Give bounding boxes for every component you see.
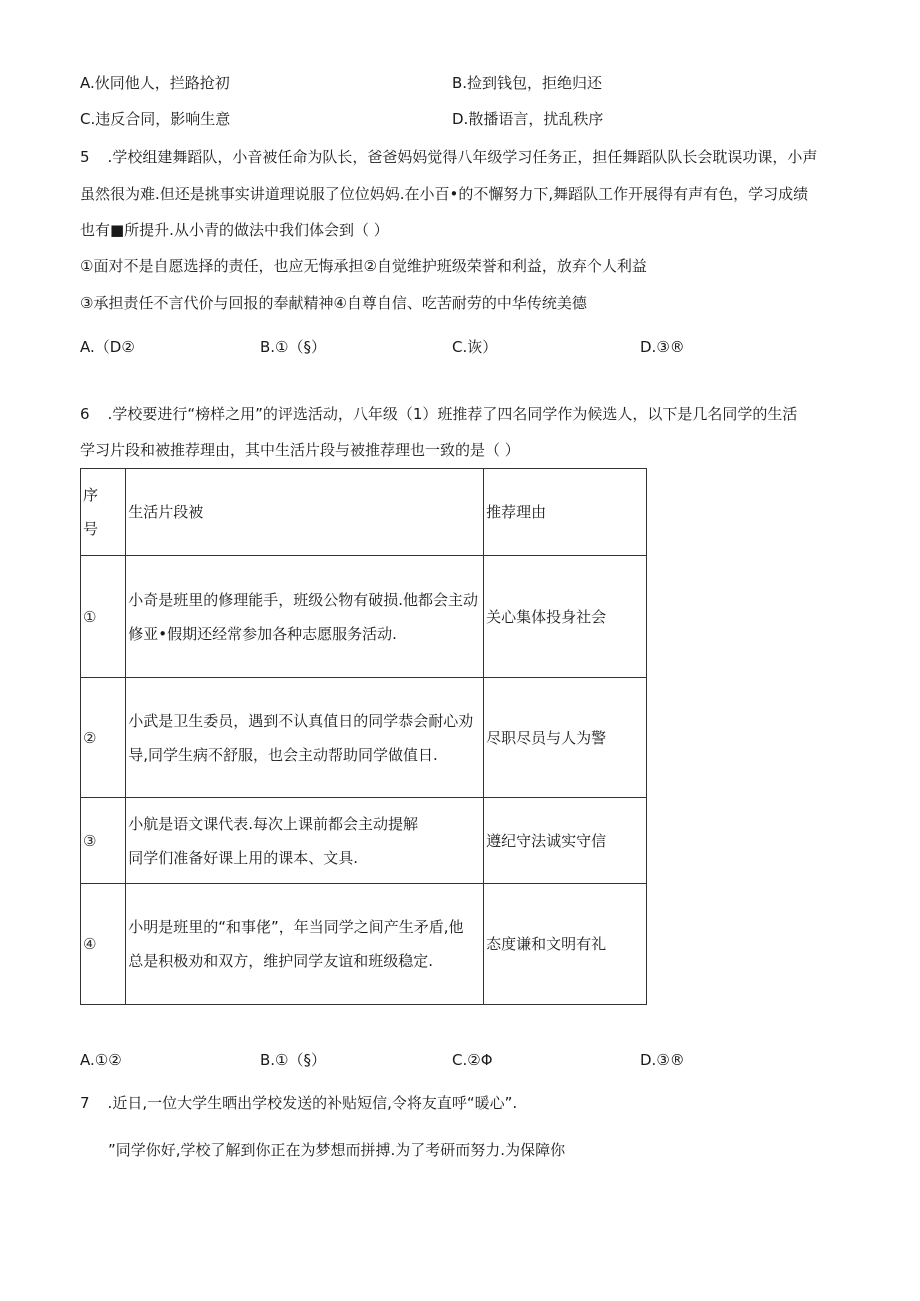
q5-option-a: A.（D② [80,338,135,356]
q6-option-d: D.③® [640,1051,685,1069]
q6-option-a: A.①② [80,1051,122,1069]
candidates-table [80,468,647,1005]
table-row [81,678,647,798]
header-seq-line1: 序 [83,486,99,504]
q5-stem-line1 [80,147,817,167]
q7-quote: ”同学你好,学校了解到你正在为梦想而拼搏.为了考研而努力.为保障你 [108,1141,566,1159]
q7-stem-text1: .近日,一位大学生晒出学校发送的补贴短信,令将友直呼“暖心”. [107,1094,518,1112]
row-life [126,678,484,798]
row-life [126,798,484,884]
row-reason: 关心集体投身社会 [484,556,647,678]
q6-stem-line1 [80,404,797,424]
table-header-row [81,469,647,556]
q5-stem-text1: .学校组建舞蹈队，小音被任命为队长，爸爸妈妈觉得八年级学习任务正，担任舞蹈队队长会耽误功课，小声 [107,148,818,166]
row-seq: ④ [81,884,126,1005]
q5-stem-line3: 也有■所提升.从小青的做法中我们体会到（ ） [80,221,389,239]
q4-option-a: A.伙同他人，拦路抢初 [80,74,230,92]
row-seq: ② [81,678,126,798]
header-seq-line2: 号 [83,520,99,538]
q6-option-b: B.①（§） [260,1051,327,1069]
q7-number: 7 [80,1094,90,1112]
row-life-line2: 总是积极劝和双方，维护同学友谊和班级稳定. [128,952,434,970]
row-seq: ③ [81,798,126,884]
q7-stem-line1 [80,1093,517,1113]
q5-stem-line2: 虽然很为难.但还是挑事实讲道理说服了位位妈妈.在小百•的不懈努力下,舞蹈队工作开展得有声有色，学习成绩 [80,185,809,203]
row-seq: ① [81,556,126,678]
row-life [126,556,484,678]
q6-option-c: C.②Φ [452,1051,493,1069]
q5-option-c: C.诙） [452,338,498,356]
table-row [81,556,647,678]
row-reason: 尽职尽员与人为警 [484,678,647,798]
row-life-line2: 同学们准备好课上用的课本、文具. [128,848,359,867]
q4-option-b: B.捡到钱包，拒绝归还 [452,74,603,92]
row-life-line1: 小明是班里的“和事佬”，年当同学之间产生矛盾,他 [128,918,464,936]
q4-option-c: C.违反合同，影响生意 [80,110,231,128]
table-row [81,884,647,1005]
q6-stem-text1: .学校要进行“榜样之用”的评选活动，八年级（1）班推荐了四名同学作为候选人，以下是几名同学的生活 [107,405,798,423]
row-life-line2: 修亚•假期还经常参加各种志愿服务活动. [128,624,397,643]
header-seq [81,469,126,556]
header-reason: 推荐理由 [484,469,647,556]
q5-statement-2: ③承担责任不言代价与回报的奉献精神④自尊自信、吃苦耐劳的中华传统美德 [80,294,587,312]
q6-stem-line2: 学习片段和被推荐理由，其中生活片段与被推荐理也一致的是（ ） [80,441,520,459]
q5-option-d: D.③® [640,338,685,356]
q6-number: 6 [80,405,90,423]
q5-number: 5 [80,148,90,166]
row-life-line2: 导,同学生病不舒服，也会主动帮助同学做值日. [128,745,438,764]
row-reason: 态度谦和文明有礼 [484,884,647,1005]
q5-statement-1: ①面对不是自愿选择的责任，也应无悔承担②自觉维护班级荣誉和利益，放弃个人利益 [80,257,647,275]
row-reason: 遵纪守法诚实守信 [484,798,647,884]
table-row [81,798,647,884]
header-life: 生活片段被 [126,469,484,556]
row-life-line1: 小奇是班里的修理能手，班级公物有破损.他都会主动 [128,590,479,609]
row-life-line1: 小航是语文课代表.每次上课前都会主动提解 [128,814,419,833]
row-life-line1: 小武是卫生委员，遇到不认真值日的同学恭会耐心劝 [128,711,474,730]
q4-option-d: D.散播语言，扰乱秩序 [452,110,604,128]
q5-option-b: B.①（§） [260,338,327,356]
row-life [126,884,484,1005]
